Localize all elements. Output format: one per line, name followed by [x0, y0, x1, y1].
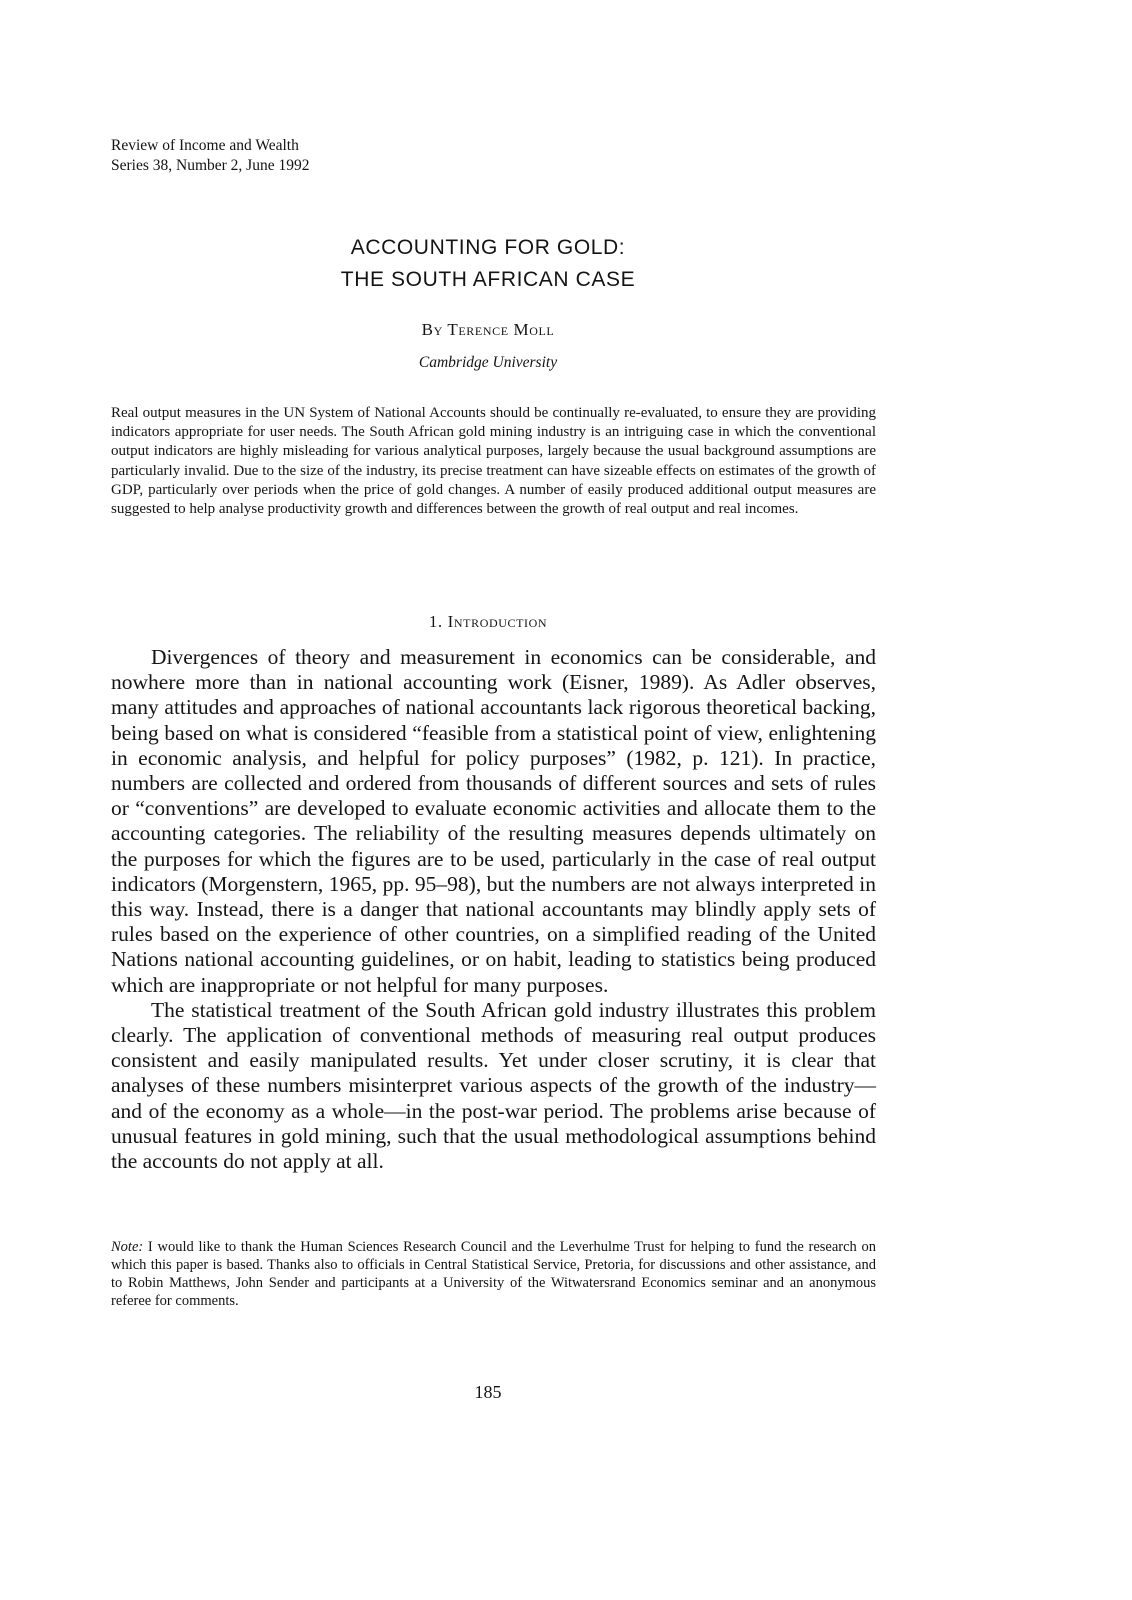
page-number: 185	[474, 1382, 502, 1402]
paragraph: Divergences of theory and measurement in economics can be considerable, and nowhere more than in national accounting work (Eisner, 1989). As Adler observes, many attitudes and approaches of national accountants lack rigorous theoretical backing, being based on what is considered “feasible from a statistical point of view, enlightening in economic analysis, and helpful for policy purposes” (1982, p. 121). In practice, numbers are collected and ordered from thousands of different sources and sets of rules or “conventions” are developed to evaluate economic activities and allocate them to the accounting categories. The reliability of the resulting measures depends ultimately on the purposes for which the figures are to be used, particularly in the case of real output indicators (Morgenstern, 1965, pp. 95–98), but the numbers are not always interpreted in this way. Instead, there is a danger that national accountants may blindly apply sets of rules based on the experience of other countries, on a simplified reading of the United Nations national accounting guidelines, or on habit, leading to statistics being produced which are inappropriate or not helpful for many purposes.	[111, 645, 876, 997]
section-heading: 1. Introduction	[428, 612, 548, 631]
paragraph: The statistical treatment of the South African gold industry illustrates this problem clearly. The application of conventional methods of measuring real output produces consistent and easily manipulated results. Yet under closer scrutiny, it is clear that analyses of these numbers misinterpret various aspects of the growth of the industry—and of the economy as a whole—in the post-war period. The problems arise because of unusual features in gold mining, such that the usual methodological assumptions behind the accounts do not apply at all.	[111, 997, 876, 1174]
journal-issue: Series 38, Number 2, June 1992	[111, 157, 310, 174]
journal-name: Review of Income and Wealth	[111, 137, 299, 154]
article-title-line-2: THE SOUTH AFRICAN CASE	[340, 268, 636, 291]
journal-header	[111, 136, 309, 176]
author-byline: By Terence Moll	[421, 320, 555, 339]
author-affiliation: Cambridge University	[418, 354, 558, 371]
abstract: Real output measures in the UN System of National Accounts should be continually re-evaluated, to ensure they are providing indicators appropriate for user needs. The South African gold mining industry is an intriguing case in which the conventional output indicators are highly misleading for various analytical purposes, largely because the usual background assumptions are particularly invalid. Due to the size of the industry, its precise treatment can have sizeable effects on estimates of the growth of GDP, particularly over periods when the price of gold changes. A number of easily produced additional output measures are suggested to help analyse productivity growth and differences between the growth of real output and real incomes.	[111, 405, 876, 518]
footnote-label: Note:	[111, 1239, 144, 1255]
footnote-text: I would like to thank the Human Sciences Research Council and the Leverhulme Trust for helping to fund the research on which this paper is based. Thanks also to officials in Central Statistical Service, Pretoria, for discussions and other assistance, and to Robin Matthews, John Sender and participants at a University of the Witwatersrand Economics seminar and an anonymous referee for comments.	[111, 1239, 876, 1309]
body-text	[111, 645, 876, 1174]
footnote	[111, 1238, 876, 1310]
article-title-line-1: ACCOUNTING FOR GOLD:	[350, 236, 626, 259]
